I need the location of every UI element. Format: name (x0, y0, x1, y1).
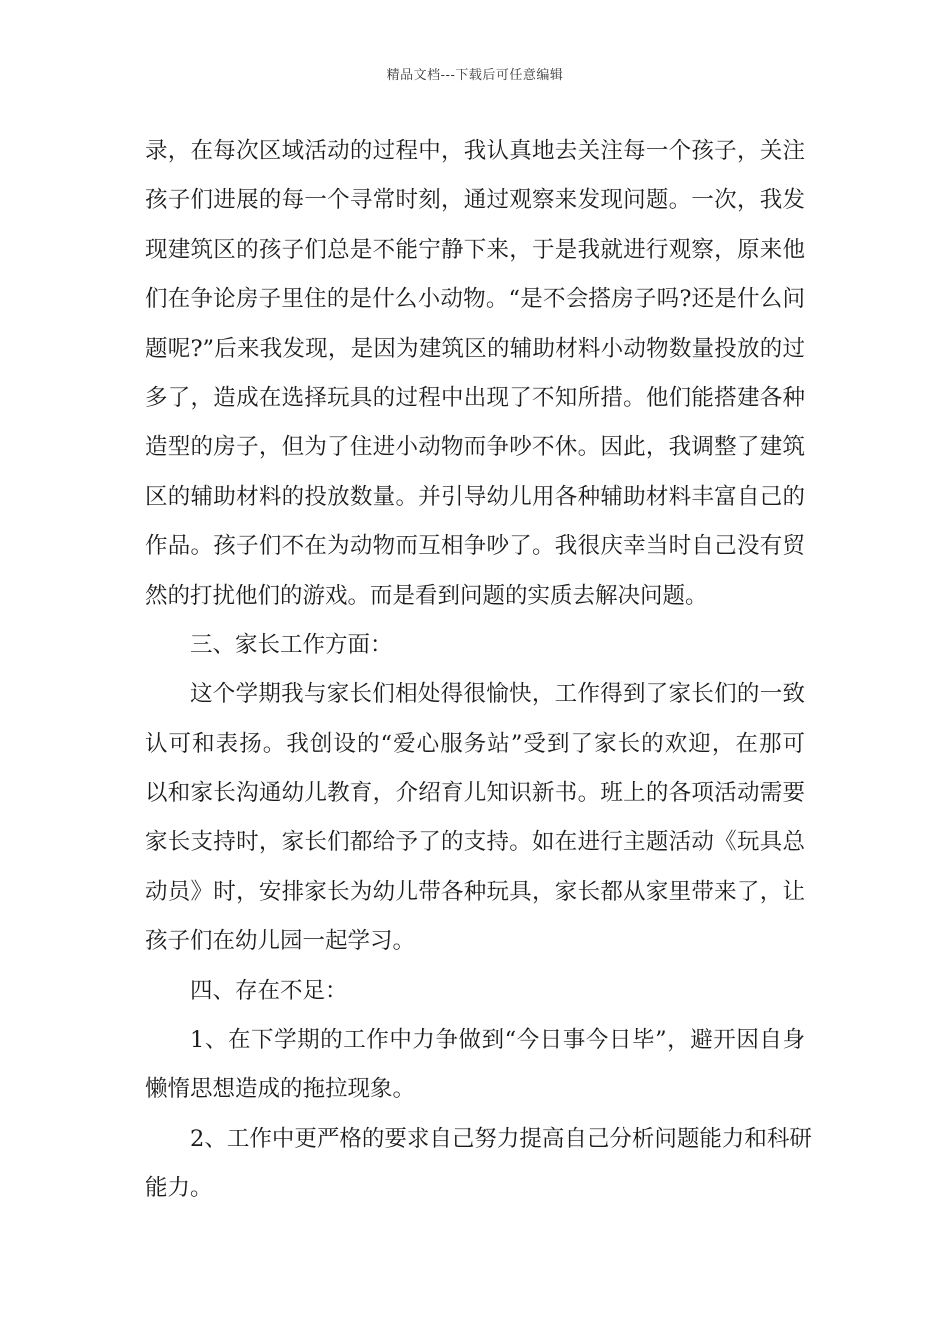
page-header: 精品文档---下载后可任意编辑 (386, 68, 564, 83)
text-line: 作品。孩子们不在为动物而互相争吵了。我很庆幸当时自己没有贸 (145, 533, 805, 560)
text-line: 现建筑区的孩子们总是不能宁静下来，于是我就进行观察，原来他 (145, 236, 805, 263)
text-line: 们在争论房子里住的是什么小动物。“是不会搭房子吗?还是什么问 (145, 286, 805, 313)
text-line: 然的打扰他们的游戏。而是看到问题的实质去解决问题。 (145, 582, 708, 609)
text-line: 孩子们进展的每一个寻常时刻，通过观察来发现问题。一次，我发 (145, 187, 805, 214)
text-line: 题呢?”后来我发现，是因为建筑区的辅助材料小动物数量投放的过 (145, 335, 805, 362)
text-line: 以和家长沟通幼儿教育，介绍育儿知识新书。班上的各项活动需要 (145, 780, 805, 807)
text-line: 家长支持时，家长们都给予了的支持。如在进行主题活动《玩具总 (145, 829, 805, 856)
text-line: 懒惰思想造成的拖拉现象。 (145, 1076, 416, 1103)
section-heading: 四、存在不足： (190, 977, 348, 1004)
list-item: 2、工作中更严格的要求自己努力提高自己分析问题能力和科研 (190, 1125, 812, 1152)
document-body (145, 127, 812, 1214)
text-line: 认可和表扬。我创设的“爱心服务站”受到了家长的欢迎，在那可 (145, 730, 805, 757)
text-line: 这个学期我与家长们相处得很愉快，工作得到了家长们的一致 (190, 681, 805, 708)
text-line: 能力。 (145, 1175, 213, 1202)
list-item: 1、在下学期的工作中力争做到“今日事今日毕”，避开因自身 (190, 1027, 805, 1054)
text-line: 孩子们在幼儿园一起学习。 (145, 928, 416, 955)
text-line: 动员》时，安排家长为幼儿带各种玩具，家长都从家里带来了，让 (145, 878, 805, 905)
section-heading: 三、家长工作方面： (190, 631, 393, 658)
text-line: 区的辅助材料的投放数量。并引导幼儿用各种辅助材料丰富自己的 (145, 483, 805, 510)
text-line: 录，在每次区域活动的过程中，我认真地去关注每一个孩子，关注 (145, 138, 805, 164)
text-line: 造型的房子，但为了住进小动物而争吵不休。因此，我调整了建筑 (145, 434, 805, 461)
text-line: 多了，造成在选择玩具的过程中出现了不知所措。他们能搭建各种 (145, 384, 805, 411)
